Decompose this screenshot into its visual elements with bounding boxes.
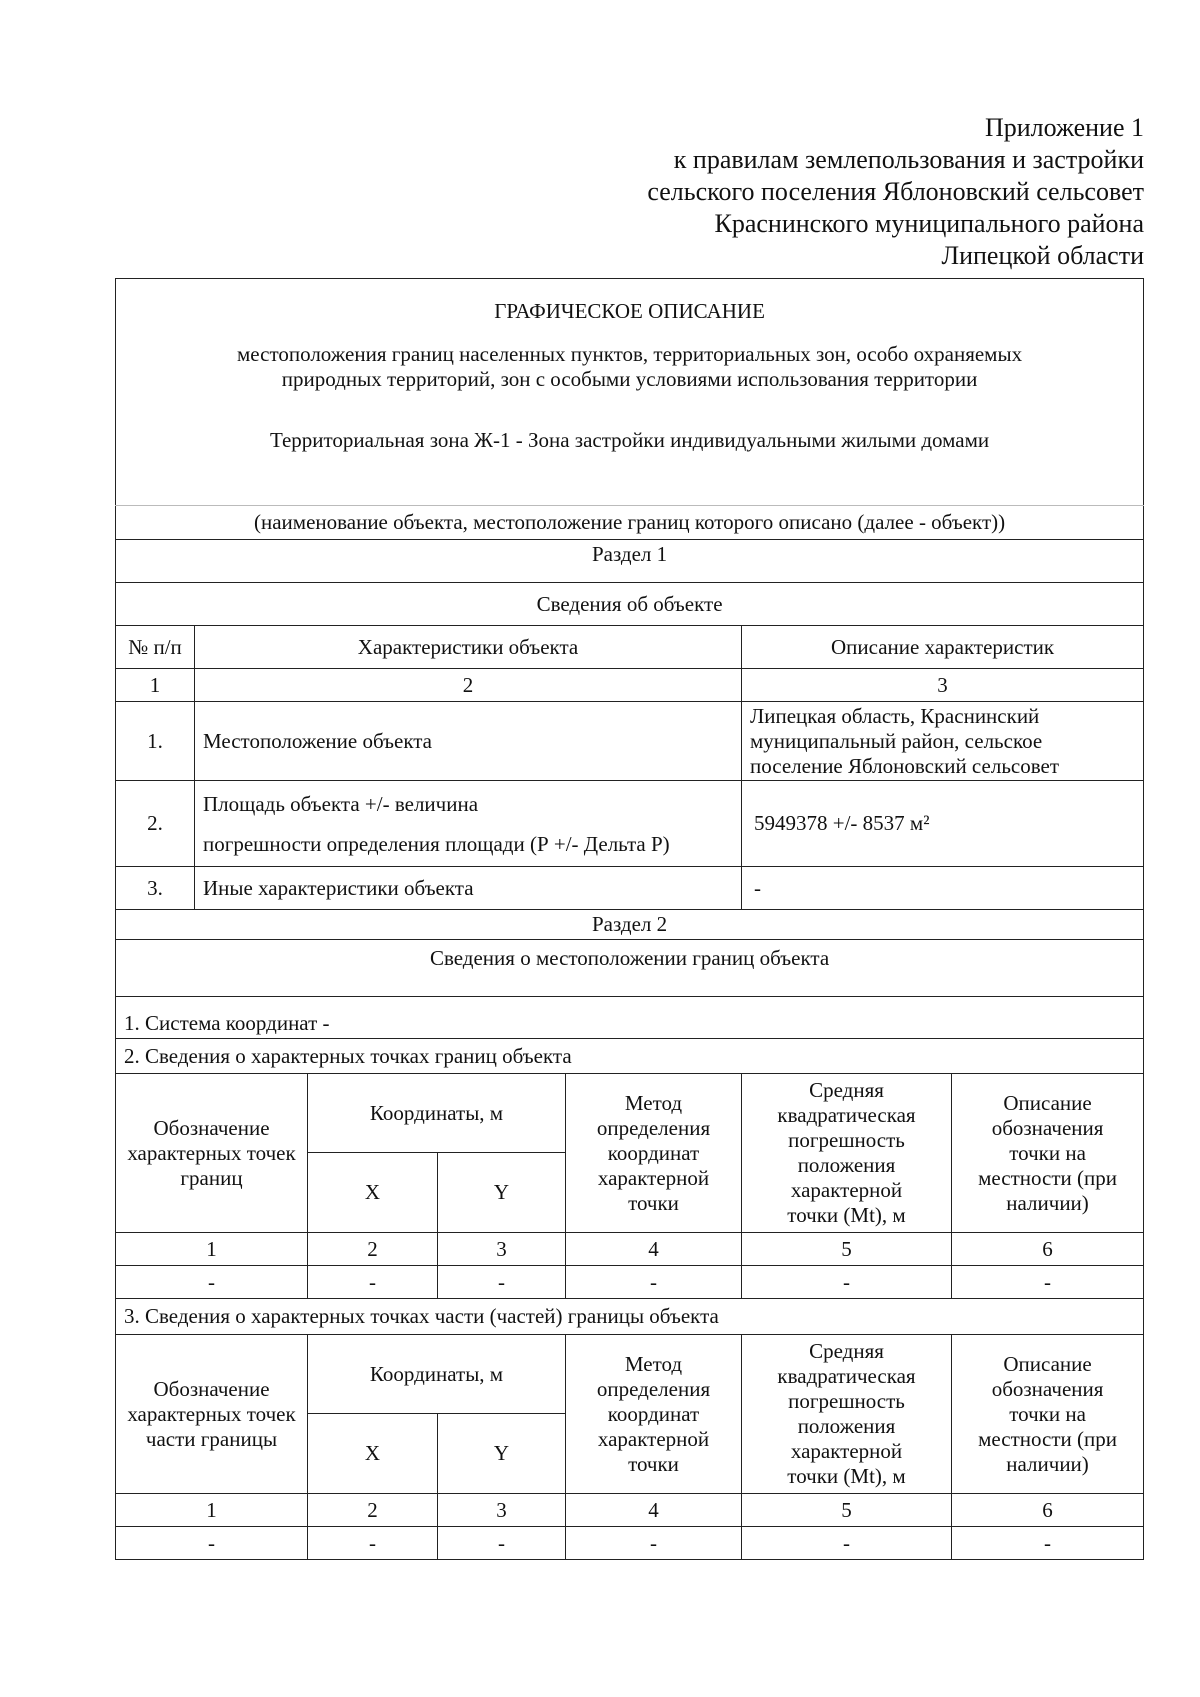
header-line: точки: [628, 1190, 679, 1215]
column-number: 1: [116, 1233, 308, 1266]
empty-cell: -: [566, 1266, 742, 1299]
zone-name: Территориальная зона Ж-1 - Зона застройки индивидуальными жилыми домами: [269, 428, 990, 452]
column-number: 5: [742, 1494, 952, 1527]
header-line: Описание: [1003, 1351, 1092, 1376]
title-block: [116, 279, 1144, 506]
header-line: Метод: [624, 1351, 683, 1376]
column-number: 3: [438, 1494, 566, 1527]
header-line: наличии): [1006, 1190, 1089, 1215]
description-line: поселение Яблоновский сельсовет: [750, 753, 1060, 778]
column-number: 3: [438, 1233, 566, 1266]
header-line: Краснинского муниципального района: [714, 209, 1144, 238]
header-line: погрешность: [788, 1389, 905, 1413]
header-line: квадратическая: [777, 1364, 916, 1388]
column-number: 4: [566, 1494, 742, 1527]
error-header: [742, 1074, 952, 1233]
header-line: точки (Mt), м: [787, 1203, 906, 1227]
y-header: Y: [438, 1414, 566, 1494]
header-line: положения: [797, 1153, 896, 1177]
description-other: -: [742, 867, 1144, 910]
header-line: обозначения: [991, 1376, 1104, 1401]
section2-subtitle: Сведения о местоположении границ объекта: [116, 940, 1144, 997]
method-header: [566, 1074, 742, 1233]
row-number: 1.: [116, 702, 195, 781]
empty-cell: -: [952, 1527, 1144, 1560]
header-line: погрешность: [788, 1128, 905, 1152]
coordinates-header: Координаты, м: [308, 1335, 566, 1414]
column-number: 2: [308, 1233, 438, 1266]
point-description-header: [952, 1074, 1144, 1233]
header-line: части границы: [145, 1426, 278, 1451]
column-number: 1: [116, 1494, 308, 1527]
parts-title: 3. Сведения о характерных точках части (частей) границы объекта: [116, 1299, 1144, 1335]
empty-cell: -: [308, 1266, 438, 1299]
header-line: характерной: [790, 1439, 903, 1463]
header-line: точки на: [1009, 1401, 1086, 1426]
section1-subtitle: Сведения об объекте: [116, 583, 1144, 626]
row-number: 3.: [116, 867, 195, 910]
characteristic-other: Иные характеристики объекта: [195, 867, 742, 910]
section1-title: Раздел 1: [116, 540, 1144, 583]
characteristic-location: Местоположение объекта: [195, 702, 742, 781]
header-line: Обозначение: [153, 1115, 270, 1140]
object-caption: (наименование объекта, местоположение границ которого описано (далее - объект)): [116, 506, 1144, 540]
y-header: Y: [438, 1153, 566, 1233]
header-line: определения: [596, 1376, 711, 1401]
empty-cell: -: [438, 1527, 566, 1560]
document-header: [560, 112, 1144, 272]
coordinate-system: 1. Система координат -: [116, 997, 1144, 1039]
column-number: 1: [116, 669, 195, 702]
error-header: [742, 1335, 952, 1494]
empty-cell: -: [308, 1527, 438, 1560]
header-line: Обозначение: [153, 1376, 270, 1401]
description-line: муниципальный район, сельское: [750, 728, 1043, 753]
description-line: Липецкая область, Краснинский: [750, 703, 1040, 728]
empty-cell: -: [742, 1266, 952, 1299]
points-designation-header: [116, 1074, 308, 1233]
header-line: характерной: [597, 1426, 710, 1451]
empty-cell: -: [438, 1266, 566, 1299]
x-header: X: [308, 1414, 438, 1494]
empty-cell: -: [566, 1527, 742, 1560]
coordinates-header: Координаты, м: [308, 1074, 566, 1153]
header-characteristics: Характеристики объекта: [195, 626, 742, 669]
column-number: 3: [742, 669, 1144, 702]
header-line: квадратическая: [777, 1103, 916, 1127]
header-line: координат: [607, 1140, 700, 1165]
row-number: 2.: [116, 781, 195, 867]
characteristic-line: Площадь объекта +/- величина: [203, 791, 479, 816]
characteristic-line: погрешности определения площади (Р +/- Дельта Р): [203, 831, 670, 856]
header-line: местности (при: [978, 1165, 1117, 1190]
document-subtitle: природных территорий, зон с особыми условиями использования территории: [281, 367, 978, 391]
empty-cell: -: [952, 1266, 1144, 1299]
header-description: Описание характеристик: [742, 626, 1144, 669]
header-line: характерных точек: [127, 1401, 296, 1426]
header-line: Приложение 1: [984, 113, 1144, 142]
header-line: положения: [797, 1414, 896, 1438]
description-area: 5949378 +/- 8537 м²: [742, 781, 1144, 867]
header-line: наличии): [1006, 1451, 1089, 1476]
header-line: точки (Mt), м: [787, 1464, 906, 1488]
method-header: [566, 1335, 742, 1494]
description-location: [742, 702, 1144, 781]
column-number: 2: [195, 669, 742, 702]
document-title: ГРАФИЧЕСКОЕ ОПИСАНИЕ: [494, 299, 765, 323]
document-subtitle: местоположения границ населенных пунктов, территориальных зон, особо охраняемых: [237, 342, 1023, 366]
header-line: местности (при: [978, 1426, 1117, 1451]
column-number: 4: [566, 1233, 742, 1266]
header-line: границ: [180, 1165, 243, 1190]
point-description-header: [952, 1335, 1144, 1494]
empty-cell: -: [116, 1266, 308, 1299]
parts-designation-header: [116, 1335, 308, 1494]
x-header: X: [308, 1153, 438, 1233]
section2-title: Раздел 2: [116, 910, 1144, 940]
points-title: 2. Сведения о характерных точках границ объекта: [116, 1039, 1144, 1074]
column-number: 6: [952, 1233, 1144, 1266]
header-line: точки на: [1009, 1140, 1086, 1165]
header-num: № п/п: [116, 626, 195, 669]
header-line: характерной: [597, 1165, 710, 1190]
header-line: Липецкой области: [941, 241, 1144, 270]
header-line: Метод: [624, 1090, 683, 1115]
header-line: определения: [596, 1115, 711, 1140]
column-number: 6: [952, 1494, 1144, 1527]
column-number: 5: [742, 1233, 952, 1266]
header-line: к правилам землепользования и застройки: [673, 145, 1144, 174]
header-line: точки: [628, 1451, 679, 1476]
header-line: характерной: [790, 1178, 903, 1202]
header-line: Средняя: [809, 1078, 884, 1102]
header-line: Средняя: [809, 1339, 884, 1363]
header-line: характерных точек: [127, 1140, 296, 1165]
header-line: Описание: [1003, 1090, 1092, 1115]
header-line: координат: [607, 1401, 700, 1426]
header-line: обозначения: [991, 1115, 1104, 1140]
characteristic-area: [195, 781, 742, 867]
empty-cell: -: [742, 1527, 952, 1560]
column-number: 2: [308, 1494, 438, 1527]
empty-cell: -: [116, 1527, 308, 1560]
graphic-description-table: [115, 278, 1144, 1560]
header-line: сельского поселения Яблоновский сельсовет: [647, 177, 1144, 206]
